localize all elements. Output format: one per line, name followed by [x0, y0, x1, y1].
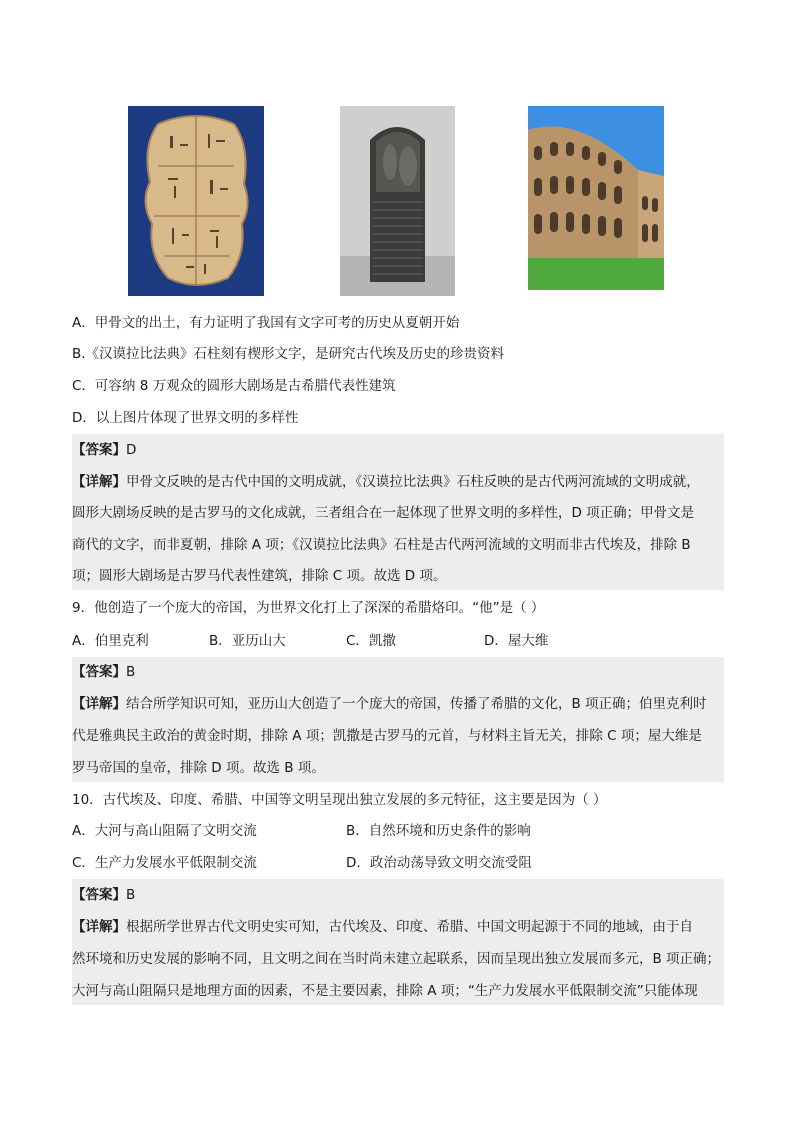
q10-answer	[72, 886, 135, 904]
q9-detail-line: 罗马帝国的皇帝，排除 D 项。故选 B 项。	[72, 760, 325, 776]
answer-label: 【答案】	[72, 442, 126, 458]
q9-option-c: C．凯撒	[346, 633, 396, 649]
q9-question: 9．他创造了一个庞大的帝国，为世界文化打上了深深的希腊烙印。“他”是（ ）	[72, 600, 545, 616]
detail-label: 【详解】	[72, 919, 126, 935]
answer-value: B	[126, 664, 136, 680]
q10-detail-line: 然环境和历史发展的影响不同，且文明之间在当时尚未建立起联系，因而呈现出独立发展而多元，B 项正确；	[72, 951, 721, 967]
q9-option-a: A．伯里克利	[72, 633, 149, 649]
q10-question: 10．古代埃及、印度、希腊、中国等文明呈现出独立发展的多元特征，这主要是因为（ ）	[72, 792, 607, 808]
q8-option-a: A．甲骨文的出土，有力证明了我国有文字可考的历史从夏朝开始	[72, 315, 460, 331]
oracle-bone-image	[128, 106, 264, 296]
answer-label: 【答案】	[72, 887, 126, 903]
q10-option-d: D．政治动荡导致文明交流受阻	[346, 855, 532, 871]
q8-option-c: C．可容纳 8 万观众的圆形大剧场是古希腊代表性建筑	[72, 378, 396, 394]
q10-detail-line: 【详解】根据所学世界古代文明史实可知，古代埃及、印度、希腊、中国文明起源于不同的地域，由于自	[72, 919, 693, 935]
answer-value: D	[126, 442, 137, 458]
q8-detail-line: 【详解】甲骨文反映的是古代中国的文明成就，《汉谟拉比法典》石柱反映的是古代两河流域的文明成就，	[72, 474, 700, 490]
q8-option-d: D．以上图片体现了世界文明的多样性	[72, 410, 299, 426]
detail-label: 【详解】	[72, 696, 126, 712]
colosseum-image	[528, 106, 664, 290]
hammurabi-stele-image	[340, 106, 455, 296]
q10-option-c: C．生产力发展水平低限制交流	[72, 855, 257, 871]
q9-option-b: B．亚历山大	[209, 633, 286, 649]
answer-value: B	[126, 887, 136, 903]
q9-answer	[72, 663, 135, 681]
q9-option-d: D．屋大维	[484, 633, 549, 649]
q8-answer	[72, 441, 136, 459]
q10-option-a: A．大河与高山阻隔了文明交流	[72, 823, 257, 839]
q8-detail-line: 项；圆形大剧场是古罗马代表性建筑，排除 C 项。故选 D 项。	[72, 568, 447, 584]
q9-detail-line: 【详解】结合所学知识可知，亚历山大创造了一个庞大的帝国，传播了希腊的文化，B 项正确；伯里克利时	[72, 696, 707, 712]
q10-option-b: B．自然环境和历史条件的影响	[346, 823, 531, 839]
q9-detail-line: 代是雅典民主政治的黄金时期，排除 A 项；凯撒是古罗马的元首，与材料主旨无关，排除 C 项；屋大维是	[72, 728, 702, 744]
answer-label: 【答案】	[72, 664, 126, 680]
q10-detail-line: 大河与高山阻隔只是地理方面的因素，不是主要因素，排除 A 项；“生产力发展水平低限制交流”只能体现	[72, 983, 698, 999]
q8-detail-line: 圆形大剧场反映的是古罗马的文化成就，三者组合在一起体现了世界文明的多样性，D 项正确；甲骨文是	[72, 505, 695, 521]
q8-detail-line: 商代的文字，而非夏朝，排除 A 项；《汉谟拉比法典》石柱是古代两河流域的文明而非古代埃及，排除 B	[72, 537, 691, 553]
q8-option-b: B.《汉谟拉比法典》石柱刻有楔形文字，是研究古代埃及历史的珍贵资料	[72, 346, 505, 362]
detail-label: 【详解】	[72, 474, 126, 490]
